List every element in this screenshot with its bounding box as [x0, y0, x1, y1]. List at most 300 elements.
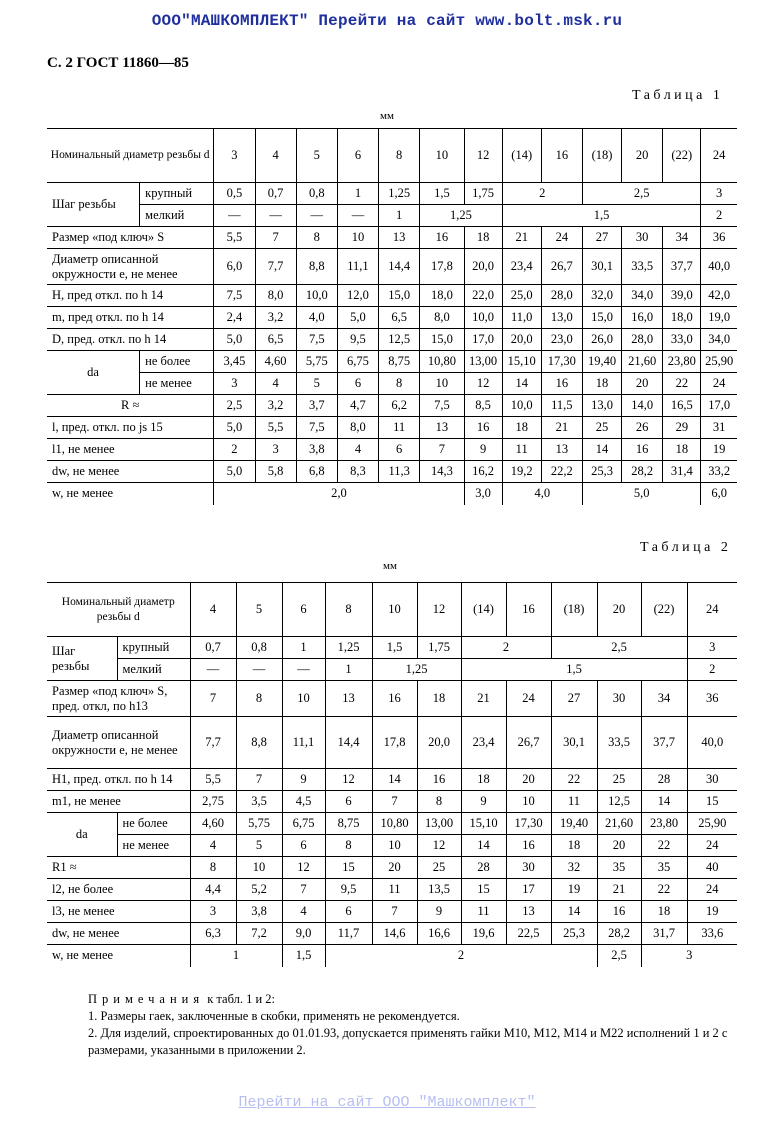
- table-cell: 6: [282, 835, 325, 857]
- table-cell: 9,5: [325, 879, 372, 901]
- table-cell: 7: [236, 769, 282, 791]
- table-cell: 27: [582, 227, 621, 249]
- table-cell: 10,80: [420, 351, 464, 373]
- table-cell: 12: [417, 835, 461, 857]
- da-label: da: [75, 826, 88, 841]
- note-1: 1. Размеры гаек, заключенные в скобки, применять не рекомендуется.: [88, 1009, 460, 1023]
- table-cell: 7: [255, 227, 296, 249]
- table-cell: 9: [417, 901, 461, 923]
- table-cell: 1,25: [372, 659, 461, 681]
- table-cell: 10,80: [372, 813, 417, 835]
- table-cell: 3,7: [296, 395, 337, 417]
- table-cell: —: [282, 659, 325, 681]
- table-cell: 29: [663, 417, 701, 439]
- table-cell: 19: [551, 879, 597, 901]
- table-cell: 5,8: [255, 461, 296, 483]
- table-cell: 0,8: [296, 183, 337, 205]
- table-cell: 6: [379, 439, 420, 461]
- table-cell: 12: [282, 857, 325, 879]
- table-cell: 36: [687, 681, 737, 717]
- table-cell: 16: [541, 373, 582, 395]
- table-cell: 15: [325, 857, 372, 879]
- table-cell: 5,75: [236, 813, 282, 835]
- row-label: R ≈: [121, 397, 140, 412]
- table-cell: 12: [325, 769, 372, 791]
- table-cell: 14,3: [420, 461, 464, 483]
- table-cell: 7: [420, 439, 464, 461]
- table-cell: 4,7: [337, 395, 378, 417]
- table-cell: 23,80: [663, 351, 701, 373]
- table-cell: 7,5: [296, 329, 337, 351]
- table-cell: 25: [582, 417, 621, 439]
- table-cell: 20: [622, 373, 663, 395]
- notes-title: Примечания: [88, 992, 205, 1006]
- table-cell: 27: [551, 681, 597, 717]
- diameter-cell: 3: [214, 129, 255, 183]
- table-cell: 11,5: [541, 395, 582, 417]
- table-cell: 8: [417, 791, 461, 813]
- table-cell: 13,00: [417, 813, 461, 835]
- table-cell: 11: [461, 901, 506, 923]
- table-cell: 28: [641, 769, 687, 791]
- table-cell: 11,1: [337, 249, 378, 285]
- table-cell: 37,7: [663, 249, 701, 285]
- table-cell: 5: [296, 373, 337, 395]
- table-cell: 1,75: [417, 637, 461, 659]
- diameter-cell: (22): [663, 129, 701, 183]
- table-cell: 6,2: [379, 395, 420, 417]
- table-cell: 2: [687, 659, 737, 681]
- table2-unit: мм: [383, 560, 397, 572]
- row-label: dw, не менее: [52, 925, 120, 940]
- table-cell: 15,0: [582, 307, 621, 329]
- table-cell: 24: [541, 227, 582, 249]
- table-cell: 20,0: [502, 329, 541, 351]
- table-cell: 14,4: [379, 249, 420, 285]
- table-cell: 12,5: [379, 329, 420, 351]
- table-cell: 6,5: [379, 307, 420, 329]
- table-cell: 33,6: [687, 923, 737, 945]
- table-cell: 30,1: [551, 717, 597, 769]
- table-cell: —: [255, 205, 296, 227]
- table-cell: 2,5: [582, 183, 700, 205]
- table-cell: 2,4: [214, 307, 255, 329]
- diameter-cell: 10: [420, 129, 464, 183]
- table-cell: 5,0: [214, 461, 255, 483]
- table-cell: 6,5: [255, 329, 296, 351]
- table-cell: 21: [461, 681, 506, 717]
- da-min-label: не менее: [140, 373, 214, 395]
- table-cell: 2,5: [597, 945, 641, 967]
- table-cell: 10,0: [296, 285, 337, 307]
- table-cell: 23,4: [502, 249, 541, 285]
- table-cell: 36: [701, 227, 737, 249]
- table-cell: 7,5: [296, 417, 337, 439]
- row-label: m1, не менее: [52, 793, 121, 808]
- row-label: dw, не менее: [52, 463, 120, 478]
- table-cell: 19,40: [551, 813, 597, 835]
- table-cell: 28,0: [622, 329, 663, 351]
- table-cell: 17: [506, 879, 551, 901]
- table-cell: 6: [325, 901, 372, 923]
- table-cell: 13: [325, 681, 372, 717]
- table-cell: 22: [641, 835, 687, 857]
- table-cell: 4,4: [190, 879, 236, 901]
- table-cell: 16: [597, 901, 641, 923]
- table-cell: 21,60: [597, 813, 641, 835]
- table-cell: 3,0: [464, 483, 502, 505]
- table-cell: 20: [597, 835, 641, 857]
- table-cell: 16: [417, 769, 461, 791]
- table-cell: 11: [379, 417, 420, 439]
- table-cell: 1,25: [379, 183, 420, 205]
- table-cell: 30,1: [582, 249, 621, 285]
- table-cell: 10: [506, 791, 551, 813]
- header-nominal-diameter: Номинальный диаметр резьбы d: [50, 149, 210, 162]
- table-cell: 4,60: [190, 813, 236, 835]
- table-cell: 8: [236, 681, 282, 717]
- site-link-top[interactable]: ООО"МАШКОМПЛЕКТ" Перейти на сайт www.bolt.msk.ru: [151, 12, 623, 30]
- table-cell: 6,8: [296, 461, 337, 483]
- row-label: H, пред откл. по h 14: [52, 287, 164, 302]
- row-label: Размер «под ключ» S, пред. откл, по h13: [52, 683, 168, 713]
- table-cell: 8,5: [464, 395, 502, 417]
- table-cell: 4: [282, 901, 325, 923]
- table-cell: 15: [461, 879, 506, 901]
- table-cell: 16: [622, 439, 663, 461]
- diameter-cell: 16: [541, 129, 582, 183]
- table-cell: 24: [687, 835, 737, 857]
- row-label: l3, не менее: [52, 903, 115, 918]
- table-cell: 1,25: [420, 205, 502, 227]
- table-cell: 13: [379, 227, 420, 249]
- table-cell: 0,8: [236, 637, 282, 659]
- diameter-cell: 8: [325, 583, 372, 637]
- table-cell: 7: [190, 681, 236, 717]
- table-cell: 30: [597, 681, 641, 717]
- table-cell: 8: [190, 857, 236, 879]
- notes-title-suffix: к табл. 1 и 2:: [207, 992, 276, 1006]
- header-nominal-diameter: Номинальный диаметр резьбы d: [61, 596, 175, 623]
- table-cell: 9: [464, 439, 502, 461]
- diameter-cell: 8: [379, 129, 420, 183]
- pitch-label: Шаг резьбы: [52, 643, 90, 673]
- table-cell: 1,75: [464, 183, 502, 205]
- table-cell: 30: [506, 857, 551, 879]
- table-cell: 6: [337, 373, 378, 395]
- table-cell: 25,0: [502, 285, 541, 307]
- table1-unit: мм: [380, 110, 394, 122]
- table-cell: 17,8: [372, 717, 417, 769]
- table-cell: 8,75: [325, 813, 372, 835]
- row-label: H1, пред. откл. по h 14: [52, 771, 173, 786]
- table-cell: 3,8: [236, 901, 282, 923]
- table-cell: 22: [551, 769, 597, 791]
- table-cell: 34,0: [701, 329, 737, 351]
- table-cell: 23,80: [641, 813, 687, 835]
- table-cell: 3: [701, 183, 737, 205]
- table-cell: 11: [372, 879, 417, 901]
- table-cell: 2,5: [214, 395, 255, 417]
- table-cell: 15,0: [379, 285, 420, 307]
- table-cell: 19,40: [582, 351, 621, 373]
- coarse-label: крупный: [140, 183, 214, 205]
- table-cell: 26,0: [582, 329, 621, 351]
- table-cell: 14: [372, 769, 417, 791]
- table-cell: 5,75: [296, 351, 337, 373]
- diameter-cell: 6: [282, 583, 325, 637]
- table-cell: 1,5: [461, 659, 687, 681]
- table-cell: 15,10: [502, 351, 541, 373]
- table-cell: 22,5: [506, 923, 551, 945]
- table-cell: 19,6: [461, 923, 506, 945]
- table-cell: 0,5: [214, 183, 255, 205]
- table-cell: 28: [461, 857, 506, 879]
- table-cell: 7,7: [255, 249, 296, 285]
- table-cell: 16,2: [464, 461, 502, 483]
- table-cell: 26,7: [541, 249, 582, 285]
- row-label: m, пред откл. по h 14: [52, 309, 164, 324]
- table-cell: 17,0: [464, 329, 502, 351]
- table-cell: —: [236, 659, 282, 681]
- table-1: [47, 128, 737, 505]
- diameter-cell: 5: [296, 129, 337, 183]
- table-cell: 17,8: [420, 249, 464, 285]
- table-cell: 2: [214, 439, 255, 461]
- diameter-cell: 6: [337, 129, 378, 183]
- table-cell: 3: [214, 373, 255, 395]
- table-cell: 1: [379, 205, 420, 227]
- table-cell: 2: [325, 945, 597, 967]
- standard-header: С. 2 ГОСТ 11860—85: [47, 55, 189, 71]
- table-cell: 7,5: [420, 395, 464, 417]
- da-min-label: не менее: [117, 835, 190, 857]
- table-cell: 10: [420, 373, 464, 395]
- table-cell: 3,8: [296, 439, 337, 461]
- table-cell: 18: [461, 769, 506, 791]
- table-cell: 19: [701, 439, 737, 461]
- table-cell: 9,0: [282, 923, 325, 945]
- table-cell: 34: [663, 227, 701, 249]
- table-cell: 22,2: [541, 461, 582, 483]
- table-cell: 31,7: [641, 923, 687, 945]
- table-cell: 9: [282, 769, 325, 791]
- table-cell: 8: [379, 373, 420, 395]
- table-cell: 2: [701, 205, 737, 227]
- table-cell: —: [214, 205, 255, 227]
- table-cell: 39,0: [663, 285, 701, 307]
- diameter-cell: 20: [597, 583, 641, 637]
- table-cell: 17,30: [506, 813, 551, 835]
- table-cell: 4: [190, 835, 236, 857]
- table-cell: 3,45: [214, 351, 255, 373]
- table-cell: 35: [641, 857, 687, 879]
- table-cell: 1,5: [502, 205, 701, 227]
- diameter-cell: 4: [255, 129, 296, 183]
- pitch-label: Шаг резьбы: [52, 197, 116, 211]
- table-cell: 25,90: [687, 813, 737, 835]
- row-label: w, не менее: [52, 947, 114, 962]
- table-cell: 15,0: [420, 329, 464, 351]
- fine-label: мелкий: [140, 205, 214, 227]
- table-cell: 16: [464, 417, 502, 439]
- table-cell: 13,00: [464, 351, 502, 373]
- table-cell: 19: [687, 901, 737, 923]
- table-cell: 16: [420, 227, 464, 249]
- table-cell: 12,0: [337, 285, 378, 307]
- table-cell: 4: [255, 373, 296, 395]
- table-cell: 18: [582, 373, 621, 395]
- table-cell: 16: [506, 835, 551, 857]
- table-cell: 24: [506, 681, 551, 717]
- table-cell: 18: [663, 439, 701, 461]
- table-cell: 5,0: [214, 417, 255, 439]
- diameter-cell: 5: [236, 583, 282, 637]
- table-cell: 5,0: [214, 329, 255, 351]
- table-cell: 8: [325, 835, 372, 857]
- table-cell: 15,10: [461, 813, 506, 835]
- table-cell: 3: [255, 439, 296, 461]
- table-cell: 6,75: [282, 813, 325, 835]
- table-cell: 14: [551, 901, 597, 923]
- table-cell: 34: [641, 681, 687, 717]
- table-cell: 3: [687, 637, 737, 659]
- table-cell: 2: [461, 637, 551, 659]
- diameter-cell: 12: [464, 129, 502, 183]
- diameter-cell: 10: [372, 583, 417, 637]
- table-cell: 33,5: [622, 249, 663, 285]
- table-cell: 4,0: [502, 483, 582, 505]
- table-cell: 5,5: [190, 769, 236, 791]
- table-cell: 11,0: [502, 307, 541, 329]
- table-cell: 18,0: [420, 285, 464, 307]
- table-cell: 7,7: [190, 717, 236, 769]
- table-cell: 16,0: [622, 307, 663, 329]
- table-cell: 13,0: [541, 307, 582, 329]
- table-cell: 2,75: [190, 791, 236, 813]
- table-cell: 0,7: [190, 637, 236, 659]
- diameter-cell: (22): [641, 583, 687, 637]
- row-label: Диаметр описанной окружности e, не менее: [52, 727, 178, 757]
- table-cell: 13: [420, 417, 464, 439]
- diameter-cell: 20: [622, 129, 663, 183]
- table-cell: 7: [372, 901, 417, 923]
- table-cell: 6,0: [701, 483, 737, 505]
- table-cell: 32,0: [582, 285, 621, 307]
- site-link-bottom[interactable]: Перейти на сайт ООО "Машкомплект": [238, 1094, 536, 1111]
- table-cell: 8,8: [236, 717, 282, 769]
- row-label: w, не менее: [52, 485, 114, 500]
- table-cell: 1,25: [325, 637, 372, 659]
- table-cell: 21: [597, 879, 641, 901]
- table-cell: 33,5: [597, 717, 641, 769]
- diameter-cell: 16: [506, 583, 551, 637]
- table-cell: 8,0: [337, 417, 378, 439]
- table-cell: 17,0: [701, 395, 737, 417]
- table-cell: 12,5: [597, 791, 641, 813]
- row-label: D, пред. откл. по h 14: [52, 331, 167, 346]
- table-cell: 18: [417, 681, 461, 717]
- diameter-cell: (14): [502, 129, 541, 183]
- table-cell: 20,0: [464, 249, 502, 285]
- notes-block: [47, 991, 737, 1059]
- table-cell: 8: [296, 227, 337, 249]
- table-cell: 14,4: [325, 717, 372, 769]
- table-cell: 8,0: [420, 307, 464, 329]
- table-cell: 21: [502, 227, 541, 249]
- table-cell: 14,0: [622, 395, 663, 417]
- table-cell: 16,5: [663, 395, 701, 417]
- table-cell: 7,2: [236, 923, 282, 945]
- table-cell: 23,0: [541, 329, 582, 351]
- table-cell: 11,7: [325, 923, 372, 945]
- table-cell: 4,0: [296, 307, 337, 329]
- table-cell: 5,0: [337, 307, 378, 329]
- table-cell: 13: [541, 439, 582, 461]
- da-label: da: [87, 364, 99, 379]
- table-cell: 4: [337, 439, 378, 461]
- table-cell: 26,7: [506, 717, 551, 769]
- table-cell: 8,0: [255, 285, 296, 307]
- table-cell: 24: [687, 879, 737, 901]
- table-cell: 33,0: [663, 329, 701, 351]
- table-cell: 3: [641, 945, 737, 967]
- table-cell: —: [337, 205, 378, 227]
- table-cell: 23,4: [461, 717, 506, 769]
- row-label: Размер «под ключ» S: [52, 229, 165, 244]
- table-cell: 22,0: [464, 285, 502, 307]
- table-cell: 5,5: [255, 417, 296, 439]
- table-cell: 8,3: [337, 461, 378, 483]
- diameter-cell: (14): [461, 583, 506, 637]
- table-cell: 11,3: [379, 461, 420, 483]
- table-cell: 10: [372, 835, 417, 857]
- table-cell: 20,0: [417, 717, 461, 769]
- table-cell: 1: [190, 945, 282, 967]
- table-cell: 18: [551, 835, 597, 857]
- table-cell: 30: [687, 769, 737, 791]
- table-cell: 21,60: [622, 351, 663, 373]
- row-label: Диаметр описанной окружности e, не менее: [52, 251, 178, 281]
- table-cell: 26: [622, 417, 663, 439]
- table-cell: 21: [541, 417, 582, 439]
- table-cell: 13,0: [582, 395, 621, 417]
- table-cell: 12: [464, 373, 502, 395]
- diameter-cell: 24: [687, 583, 737, 637]
- row-label: l1, не менее: [52, 441, 115, 456]
- table-cell: 25: [417, 857, 461, 879]
- fine-label: мелкий: [117, 659, 190, 681]
- table-cell: —: [296, 205, 337, 227]
- table-cell: 25,90: [701, 351, 737, 373]
- table-cell: 11: [551, 791, 597, 813]
- table-cell: 0,7: [255, 183, 296, 205]
- row-label: l, пред. откл. по js 15: [52, 419, 163, 434]
- table-cell: 31: [701, 417, 737, 439]
- table-cell: 1,5: [282, 945, 325, 967]
- table-cell: 15: [687, 791, 737, 813]
- table-cell: 3: [190, 901, 236, 923]
- table-cell: 28,0: [541, 285, 582, 307]
- table-cell: 6: [325, 791, 372, 813]
- table-cell: 3,2: [255, 307, 296, 329]
- diameter-cell: (18): [582, 129, 621, 183]
- table-cell: 5: [236, 835, 282, 857]
- table-cell: 6,75: [337, 351, 378, 373]
- table-cell: 11,1: [282, 717, 325, 769]
- table-cell: 14,6: [372, 923, 417, 945]
- da-max-label: не более: [140, 351, 214, 373]
